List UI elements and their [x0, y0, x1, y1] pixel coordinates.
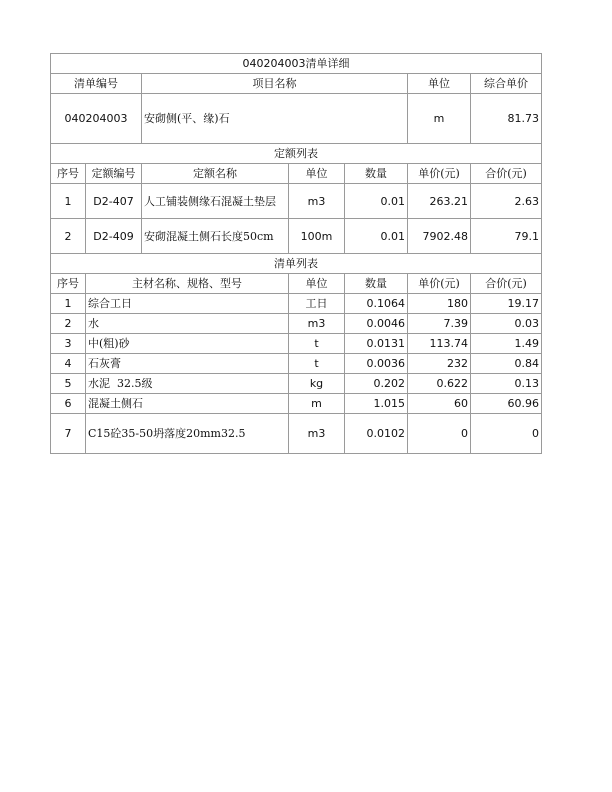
material-qty: 0.0036: [345, 354, 408, 374]
quota-row: [51, 219, 542, 254]
material-price: 232: [408, 354, 471, 374]
material-total: 1.49: [471, 334, 542, 354]
material-row: [51, 334, 542, 354]
bill-header-row: [51, 74, 542, 94]
materials-header-name: 主材名称、规格、型号: [86, 274, 289, 294]
quota-unit: 100m: [289, 219, 345, 254]
quota-header-qty: 数量: [345, 164, 408, 184]
material-unit: m3: [289, 314, 345, 334]
quota-header-row: [51, 164, 542, 184]
material-row: [51, 314, 542, 334]
material-no: 2: [51, 314, 86, 334]
material-row: [51, 394, 542, 414]
quota-total: 79.1: [471, 219, 542, 254]
material-no: 3: [51, 334, 86, 354]
bill-unit: m: [408, 94, 471, 144]
quota-code: D2-409: [86, 219, 142, 254]
quota-no: 1: [51, 184, 86, 219]
material-price: 60: [408, 394, 471, 414]
quota-section-row: [51, 144, 542, 164]
material-price: 113.74: [408, 334, 471, 354]
quota-unit: m3: [289, 184, 345, 219]
material-total: 60.96: [471, 394, 542, 414]
materials-section-title: 清单列表: [51, 254, 542, 274]
material-name: 石灰膏: [86, 354, 289, 374]
material-total: 0.13: [471, 374, 542, 394]
material-row: [51, 374, 542, 394]
quota-header-unit: 单位: [289, 164, 345, 184]
material-no: 1: [51, 294, 86, 314]
bill-detail-table: [50, 53, 542, 454]
material-name: 混凝土侧石: [86, 394, 289, 414]
material-name: 中(粗)砂: [86, 334, 289, 354]
materials-header-row: [51, 274, 542, 294]
materials-header-price: 单价(元): [408, 274, 471, 294]
quota-section-title: 定额列表: [51, 144, 542, 164]
quota-qty: 0.01: [345, 184, 408, 219]
materials-header-unit: 单位: [289, 274, 345, 294]
material-qty: 0.202: [345, 374, 408, 394]
material-unit: t: [289, 334, 345, 354]
bill-unit-price: 81.73: [471, 94, 542, 144]
quota-header-name: 定额名称: [142, 164, 289, 184]
material-price: 7.39: [408, 314, 471, 334]
materials-header-qty: 数量: [345, 274, 408, 294]
material-unit: kg: [289, 374, 345, 394]
material-row: [51, 414, 542, 454]
quota-row: [51, 184, 542, 219]
material-name: C15砼35-50坍落度20mm32.5: [86, 414, 289, 454]
materials-header-total: 合价(元): [471, 274, 542, 294]
material-qty: 1.015: [345, 394, 408, 414]
material-unit: t: [289, 354, 345, 374]
bill-code: 040204003: [51, 94, 142, 144]
material-no: 5: [51, 374, 86, 394]
title-row: [51, 54, 542, 74]
material-qty: 0.0131: [345, 334, 408, 354]
quota-qty: 0.01: [345, 219, 408, 254]
quota-name: 安砌混凝土侧石长度50cm: [142, 219, 289, 254]
quota-no: 2: [51, 219, 86, 254]
quota-header-no: 序号: [51, 164, 86, 184]
material-total: 0.84: [471, 354, 542, 374]
material-qty: 0.0102: [345, 414, 408, 454]
material-no: 4: [51, 354, 86, 374]
material-name: 水泥 32.5级: [86, 374, 289, 394]
quota-name: 人工铺装侧缘石混凝土垫层: [142, 184, 289, 219]
bill-header-name: 项目名称: [142, 74, 408, 94]
materials-header-no: 序号: [51, 274, 86, 294]
quota-total: 2.63: [471, 184, 542, 219]
material-price: 0.622: [408, 374, 471, 394]
bill-name: 安砌侧(平、缘)石: [142, 94, 408, 144]
quota-price: 7902.48: [408, 219, 471, 254]
quota-header-price: 单价(元): [408, 164, 471, 184]
material-total: 19.17: [471, 294, 542, 314]
bill-header-unit: 单位: [408, 74, 471, 94]
material-no: 6: [51, 394, 86, 414]
quota-price: 263.21: [408, 184, 471, 219]
material-name: 水: [86, 314, 289, 334]
material-price: 0: [408, 414, 471, 454]
material-qty: 0.0046: [345, 314, 408, 334]
material-qty: 0.1064: [345, 294, 408, 314]
materials-section-row: [51, 254, 542, 274]
bill-header-unit-price: 综合单价: [471, 74, 542, 94]
quota-code: D2-407: [86, 184, 142, 219]
material-unit: m3: [289, 414, 345, 454]
material-total: 0: [471, 414, 542, 454]
quota-header-total: 合价(元): [471, 164, 542, 184]
material-unit: 工日: [289, 294, 345, 314]
bill-row: [51, 94, 542, 144]
material-row: [51, 294, 542, 314]
material-total: 0.03: [471, 314, 542, 334]
quota-header-code: 定额编号: [86, 164, 142, 184]
material-row: [51, 354, 542, 374]
material-unit: m: [289, 394, 345, 414]
sheet-title: 040204003清单详细: [51, 54, 542, 74]
bill-header-code: 清单编号: [51, 74, 142, 94]
material-price: 180: [408, 294, 471, 314]
material-name: 综合工日: [86, 294, 289, 314]
material-no: 7: [51, 414, 86, 454]
